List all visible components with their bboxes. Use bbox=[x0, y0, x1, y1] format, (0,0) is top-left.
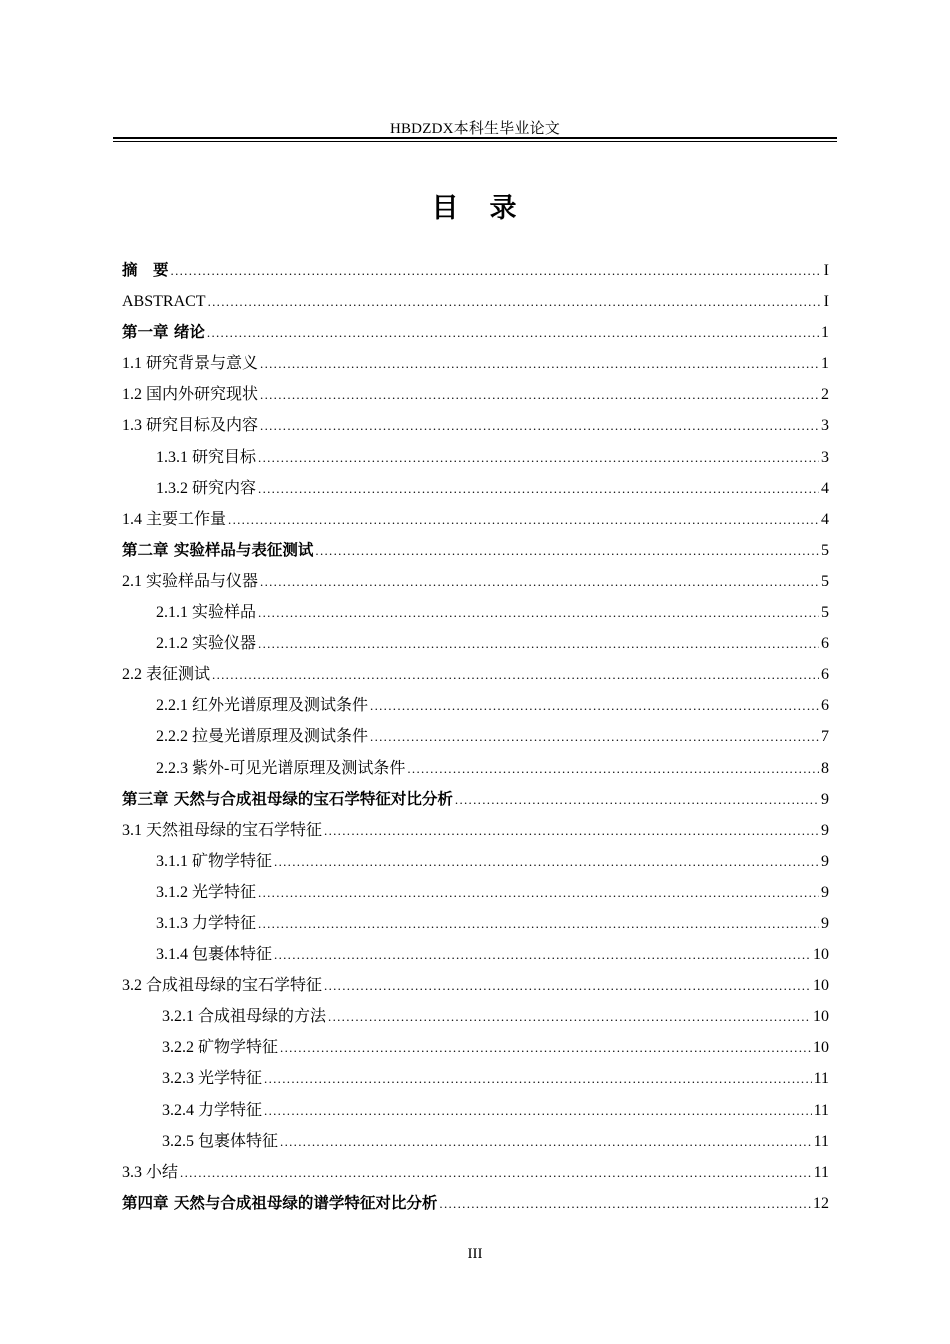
toc-entry-label: 3.3 小结 bbox=[122, 1163, 179, 1181]
toc-entry-page: 9 bbox=[821, 852, 829, 870]
toc-entry-label: 第二章 实验样品与表征测试 bbox=[122, 540, 314, 559]
toc-entry-label: 3.2.4 力学特征 bbox=[162, 1101, 263, 1119]
toc-entry-page: 2 bbox=[821, 386, 829, 404]
toc-entry-page: 7 bbox=[821, 728, 829, 746]
toc-dot-leader bbox=[324, 815, 819, 846]
header-double-rule bbox=[113, 137, 837, 143]
toc-entry-page: 6 bbox=[821, 635, 829, 653]
toc-entry-page: I bbox=[823, 293, 829, 311]
toc-entry[interactable] bbox=[122, 1188, 829, 1219]
toc-dot-leader bbox=[180, 1157, 812, 1188]
toc-entry[interactable] bbox=[122, 410, 829, 441]
toc-entry-label: 3.1.2 光学特征 bbox=[156, 883, 257, 901]
toc-entry-page: 12 bbox=[813, 1194, 829, 1212]
toc-dot-leader bbox=[260, 410, 819, 441]
toc-entry-page: 9 bbox=[821, 821, 829, 839]
toc-dot-leader bbox=[258, 877, 819, 908]
toc-entry-label: 3.2.1 合成祖母绿的方法 bbox=[162, 1008, 327, 1026]
toc-entry[interactable] bbox=[122, 1032, 829, 1063]
toc-entry[interactable] bbox=[122, 597, 829, 628]
toc-dot-leader bbox=[274, 939, 811, 970]
toc-entry-label: 1.2 国内外研究现状 bbox=[122, 386, 259, 404]
toc-entry-page: 3 bbox=[821, 448, 829, 466]
toc-dot-leader bbox=[171, 255, 822, 286]
toc-entry-label: 3.1.4 包裹体特征 bbox=[156, 946, 273, 964]
toc-entry[interactable] bbox=[122, 348, 829, 379]
toc-entry[interactable] bbox=[122, 939, 829, 970]
toc-entry[interactable] bbox=[122, 659, 829, 690]
toc-entry-page: 5 bbox=[821, 572, 829, 590]
toc-entry-page: 11 bbox=[813, 1070, 829, 1088]
toc-dot-leader bbox=[280, 1126, 812, 1157]
toc-entry-label: 2.2.3 紫外-可见光谱原理及测试条件 bbox=[156, 759, 406, 777]
toc-entry[interactable] bbox=[122, 1095, 829, 1126]
toc-entry-label: 2.1 实验样品与仪器 bbox=[122, 572, 259, 590]
toc-entry-page: 5 bbox=[821, 604, 829, 622]
toc-entry[interactable] bbox=[122, 908, 829, 939]
toc-entry-page: 1 bbox=[821, 355, 829, 373]
toc-entry-label: 第一章 绪论 bbox=[122, 323, 205, 342]
toc-entry[interactable] bbox=[122, 784, 829, 815]
page-number: III bbox=[467, 1246, 483, 1262]
toc-entry-page: 11 bbox=[813, 1101, 829, 1119]
toc-dot-leader bbox=[258, 473, 819, 504]
toc-entry-page: 5 bbox=[821, 541, 829, 559]
toc-entry[interactable] bbox=[122, 255, 829, 286]
toc-entry-label: 第四章 天然与合成祖母绿的谱学特征对比分析 bbox=[122, 1193, 438, 1212]
toc-dot-leader bbox=[258, 908, 819, 939]
toc-title: 目 录 bbox=[431, 193, 519, 224]
toc-entry[interactable] bbox=[122, 1126, 829, 1157]
toc-entry-label: 2.2.2 拉曼光谱原理及测试条件 bbox=[156, 728, 369, 746]
toc-dot-leader bbox=[258, 628, 819, 659]
toc-entry[interactable] bbox=[122, 846, 829, 877]
toc-dot-leader bbox=[207, 317, 819, 348]
toc-entry-label: 1.3 研究目标及内容 bbox=[122, 417, 259, 435]
toc-entry[interactable] bbox=[122, 317, 829, 348]
toc-entry-label: 3.1.3 力学特征 bbox=[156, 914, 257, 932]
toc-entry[interactable] bbox=[122, 286, 829, 317]
toc-entry-page: 1 bbox=[821, 324, 829, 342]
toc-dot-leader bbox=[455, 784, 819, 815]
toc-entry[interactable] bbox=[122, 815, 829, 846]
toc-dot-leader bbox=[370, 690, 819, 721]
toc-entry-label: 3.1 天然祖母绿的宝石学特征 bbox=[122, 821, 323, 839]
toc-entry-page: 4 bbox=[821, 479, 829, 497]
toc-dot-leader bbox=[258, 597, 819, 628]
toc-entry-label: 3.2.3 光学特征 bbox=[162, 1070, 263, 1088]
toc-dot-leader bbox=[439, 1188, 811, 1219]
toc-entry-page: 8 bbox=[821, 759, 829, 777]
toc-entry[interactable] bbox=[122, 566, 829, 597]
toc-dot-leader bbox=[228, 504, 819, 535]
toc-entry-label: 1.4 主要工作量 bbox=[122, 510, 227, 528]
toc-dot-leader bbox=[315, 535, 819, 566]
toc-dot-leader bbox=[264, 1095, 812, 1126]
toc-entry-page: 3 bbox=[821, 417, 829, 435]
toc-entry-label: 摘 要 bbox=[122, 261, 169, 279]
toc-entry[interactable] bbox=[122, 504, 829, 535]
toc-dot-leader bbox=[260, 566, 819, 597]
toc-entry-page: 11 bbox=[813, 1132, 829, 1150]
toc-entry-label: 3.1.1 矿物学特征 bbox=[156, 852, 273, 870]
toc-dot-leader bbox=[280, 1032, 811, 1063]
toc-entry[interactable] bbox=[122, 721, 829, 752]
toc-entry[interactable] bbox=[122, 1001, 829, 1032]
toc-dot-leader bbox=[258, 442, 819, 473]
toc-entry-label: 2.1.1 实验样品 bbox=[156, 604, 257, 622]
toc-entry-page: 9 bbox=[821, 790, 829, 808]
toc-dot-leader bbox=[212, 659, 819, 690]
table-of-contents bbox=[122, 255, 829, 1219]
toc-dot-leader bbox=[407, 753, 819, 784]
toc-entry[interactable] bbox=[122, 628, 829, 659]
toc-entry-label: 2.1.2 实验仪器 bbox=[156, 635, 257, 653]
running-header: HBDZDX本科生毕业论文 bbox=[389, 121, 561, 137]
toc-entry-label: 1.3.1 研究目标 bbox=[156, 448, 257, 466]
toc-entry-page: 6 bbox=[821, 697, 829, 715]
toc-entry-page: 6 bbox=[821, 666, 829, 684]
toc-entry-page: 4 bbox=[821, 510, 829, 528]
header-rule-thin bbox=[113, 141, 837, 142]
toc-dot-leader bbox=[260, 348, 819, 379]
toc-dot-leader bbox=[264, 1063, 812, 1094]
toc-entry-label: 3.2.2 矿物学特征 bbox=[162, 1039, 279, 1057]
toc-entry-label: 1.1 研究背景与意义 bbox=[122, 355, 259, 373]
toc-dot-leader bbox=[208, 286, 822, 317]
toc-entry[interactable] bbox=[122, 1157, 829, 1188]
toc-dot-leader bbox=[274, 846, 819, 877]
toc-entry[interactable] bbox=[122, 877, 829, 908]
toc-entry-page: 9 bbox=[821, 914, 829, 932]
toc-entry-page: 10 bbox=[813, 1039, 829, 1057]
toc-dot-leader bbox=[370, 721, 819, 752]
header-rule-thick bbox=[113, 137, 837, 139]
toc-entry[interactable] bbox=[122, 535, 829, 566]
toc-entry-page: 10 bbox=[813, 1008, 829, 1026]
toc-entry-page: I bbox=[823, 262, 829, 279]
toc-entry-label: 第三章 天然与合成祖母绿的宝石学特征对比分析 bbox=[122, 789, 453, 808]
toc-entry-label: 3.2 合成祖母绿的宝石学特征 bbox=[122, 977, 323, 995]
toc-dot-leader bbox=[260, 379, 819, 410]
toc-dot-leader bbox=[328, 1001, 811, 1032]
toc-entry-page: 10 bbox=[813, 977, 829, 995]
toc-entry[interactable] bbox=[122, 473, 829, 504]
toc-entry-page: 11 bbox=[813, 1163, 829, 1181]
toc-entry-label: ABSTRACT bbox=[122, 293, 206, 311]
toc-entry[interactable] bbox=[122, 970, 829, 1001]
toc-entry-label: 1.3.2 研究内容 bbox=[156, 479, 257, 497]
toc-entry-label: 2.2 表征测试 bbox=[122, 666, 211, 684]
toc-entry[interactable] bbox=[122, 1063, 829, 1094]
toc-entry[interactable] bbox=[122, 442, 829, 473]
toc-entry[interactable] bbox=[122, 379, 829, 410]
toc-entry-page: 10 bbox=[813, 946, 829, 964]
toc-entry-label: 3.2.5 包裹体特征 bbox=[162, 1132, 279, 1150]
toc-entry-page: 9 bbox=[821, 883, 829, 901]
toc-entry-label: 2.2.1 红外光谱原理及测试条件 bbox=[156, 697, 369, 715]
toc-dot-leader bbox=[324, 970, 811, 1001]
toc-entry[interactable] bbox=[122, 690, 829, 721]
toc-entry[interactable] bbox=[122, 753, 829, 784]
